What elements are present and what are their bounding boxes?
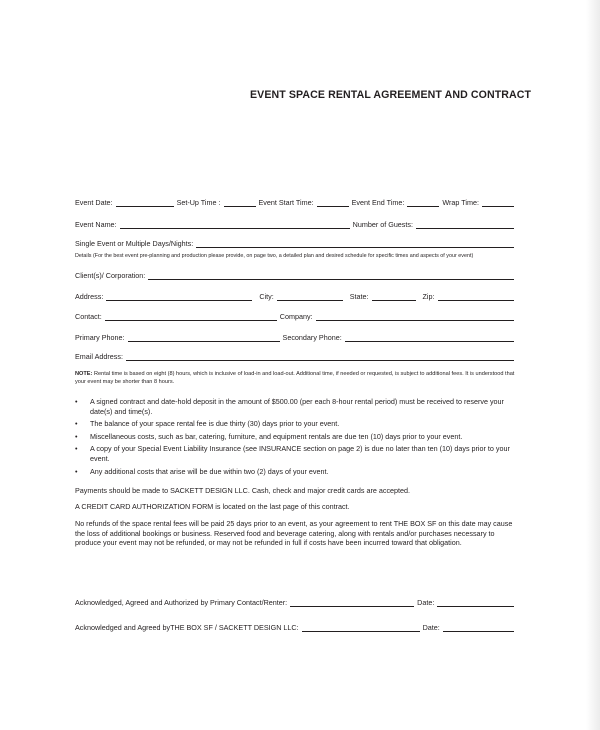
- email-field[interactable]: [126, 353, 514, 361]
- address-label: Address:: [75, 292, 104, 301]
- client-row: [75, 270, 517, 280]
- contact-label: Contact:: [75, 312, 102, 321]
- city-field[interactable]: [277, 293, 343, 301]
- page-edge-shadow: [586, 0, 600, 730]
- bullet-icon: •: [75, 466, 78, 476]
- event-name-row: [75, 219, 517, 229]
- renter-signature-label: Acknowledged, Agreed and Authorized by Primary Contact/Renter:: [75, 598, 288, 607]
- zip-label: Zip:: [422, 292, 435, 301]
- setup-time-field[interactable]: [224, 199, 256, 207]
- company-signature-label-prefix: Acknowledged and Agreed by: [75, 623, 171, 632]
- primary-phone-label: Primary Phone:: [75, 333, 125, 342]
- email-row: [75, 351, 517, 361]
- company-signature-field[interactable]: [302, 624, 420, 632]
- guests-label: Number of Guests:: [352, 220, 413, 229]
- list-item: [75, 419, 517, 429]
- secondary-phone-label: Secondary Phone:: [282, 333, 342, 342]
- company-signature-label-name: THE BOX SF / SACKETT DESIGN LLC:: [170, 623, 299, 632]
- address-field[interactable]: [106, 293, 252, 301]
- bullet-icon: •: [75, 419, 78, 429]
- guests-field[interactable]: [416, 221, 514, 229]
- zip-field[interactable]: [438, 293, 514, 301]
- company-label: Company:: [279, 312, 313, 321]
- renter-signature-row: [75, 598, 517, 607]
- bullet-icon: •: [75, 397, 78, 406]
- renter-date-label: Date:: [417, 598, 435, 607]
- event-start-label: Event Start Time:: [258, 198, 314, 207]
- list-item: [75, 467, 517, 477]
- company-date-field[interactable]: [443, 624, 514, 632]
- credit-card-paragraph: A CREDIT CARD AUTHORIZATION FORM is located on the last page of this contract.: [75, 502, 350, 511]
- list-item: [75, 397, 517, 416]
- event-start-field[interactable]: [317, 199, 349, 207]
- single-multiple-row: [75, 238, 517, 248]
- bullet-icon: •: [75, 431, 78, 441]
- company-field[interactable]: [316, 313, 514, 321]
- bullet-icon: •: [75, 444, 78, 454]
- renter-signature-field[interactable]: [290, 599, 414, 607]
- email-label: Email Address:: [75, 352, 123, 361]
- single-multiple-field[interactable]: [196, 240, 514, 248]
- wrap-time-label: Wrap Time:: [442, 198, 479, 207]
- note-text: Rental time is based on eight (8) hours, which is inclusive of load-in and load-out. Additional time, if needed or requested, is subject to additional fees. It is understood that your event may be shorter than 8 hours.: [75, 371, 515, 385]
- document-title: EVENT SPACE RENTAL AGREEMENT AND CONTRACT: [250, 89, 532, 101]
- state-label: State:: [349, 292, 369, 301]
- list-item: [75, 444, 517, 463]
- address-row: [75, 291, 517, 301]
- event-times-row: [75, 197, 517, 207]
- event-name-label: Event Name:: [75, 220, 117, 229]
- state-field[interactable]: [372, 293, 416, 301]
- terms-list: [75, 397, 517, 479]
- wrap-time-field[interactable]: [482, 199, 514, 207]
- secondary-phone-field[interactable]: [345, 334, 514, 342]
- list-item-text: A copy of your Special Event Liability Insurance (see INSURANCE section on page 2) is due no later than ten (10) days prior to your event.: [90, 444, 510, 463]
- details-instructions: Details (For the best event pre-planning and production please provide, on page two, a detailed plan and desired schedule for specific times and aspects of your event): [75, 253, 474, 259]
- note-label: NOTE:: [75, 371, 93, 377]
- contact-field[interactable]: [105, 313, 277, 321]
- payments-paragraph: Payments should be made to SACKETT DESIGN LLC. Cash, check and major credit cards are accepted.: [75, 486, 411, 495]
- primary-phone-field[interactable]: [128, 334, 280, 342]
- event-date-field[interactable]: [116, 199, 174, 207]
- event-date-label: Event Date:: [75, 198, 113, 207]
- client-field[interactable]: [148, 272, 514, 280]
- rental-time-note: [75, 371, 517, 386]
- renter-date-field[interactable]: [437, 599, 514, 607]
- single-multiple-label: Single Event or Multiple Days/Nights:: [75, 239, 194, 248]
- event-name-field[interactable]: [120, 221, 350, 229]
- list-item: [75, 432, 517, 442]
- setup-time-label: Set-Up Time :: [176, 198, 221, 207]
- list-item-text: Any additional costs that arise will be due within two (2) days of your event.: [90, 466, 329, 476]
- refunds-paragraph: No refunds of the space rental fees will be paid 25 days prior to an event, as your agreement to rent THE BOX SF on this date may cause the loss of additional bookings or business. Reserved food and beverage catering, along with rentals and/or purchases necessary to produce your event may not be refunded, or may not be refunded in full if costs have been incurred toward that obligation.: [75, 519, 513, 548]
- contact-row: [75, 311, 517, 321]
- company-date-label: Date:: [422, 623, 440, 632]
- phone-row: [75, 332, 517, 342]
- company-signature-row: [75, 623, 517, 632]
- list-item-text: A signed contract and date-hold deposit in the amount of $500.00 (per each 8-hour rental period) must be received to reserve your date(s) and time(s).: [90, 397, 504, 416]
- event-end-field[interactable]: [407, 199, 439, 207]
- event-end-label: Event End Time:: [351, 198, 405, 207]
- city-label: City:: [259, 292, 274, 301]
- list-item-text: The balance of your space rental fee is due thirty (30) days prior to your event.: [90, 419, 340, 429]
- client-label: Client(s)/ Corporation:: [75, 271, 146, 280]
- list-item-text: Miscellaneous costs, such as bar, catering, furniture, and equipment rentals are due ten (10) days prior to your event.: [90, 431, 463, 441]
